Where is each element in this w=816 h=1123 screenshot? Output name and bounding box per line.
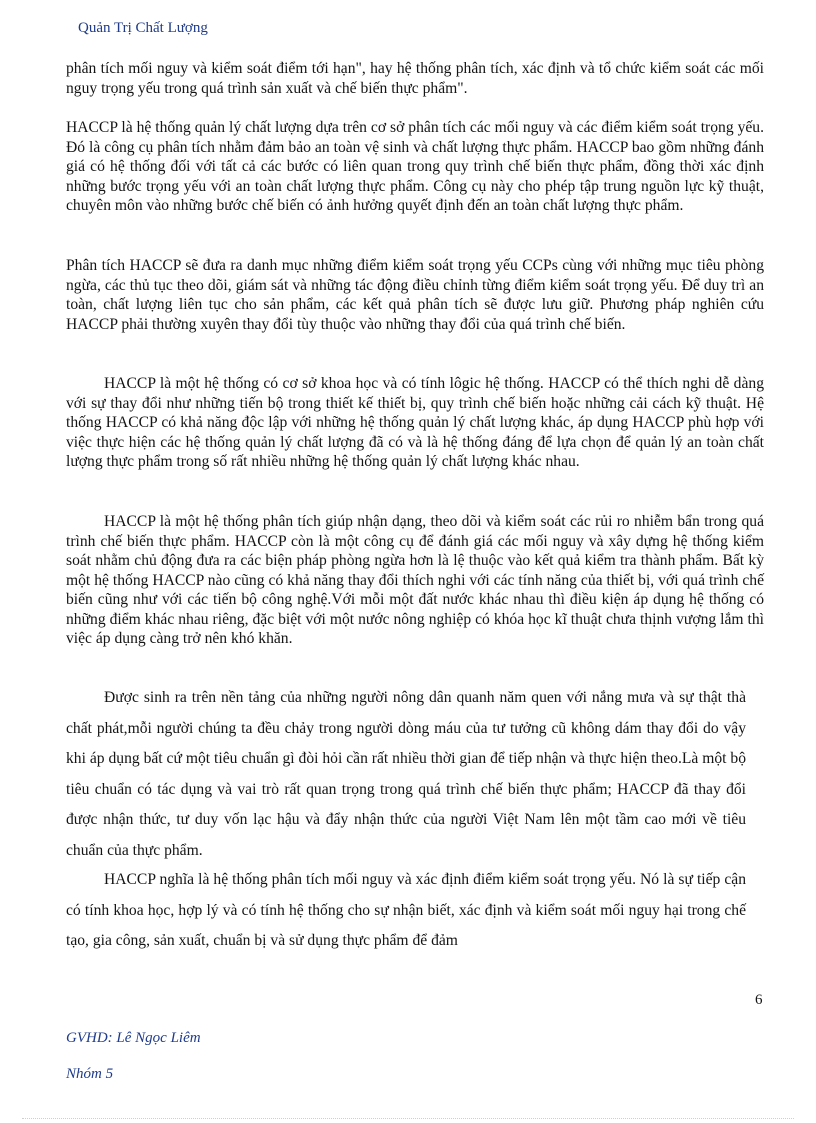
- paragraph-1: phân tích mối nguy và kiểm soát điểm tới hạn", hay hệ thống phân tích, xác định và tổ chức kiểm soát các mối nguy trọng yếu trong quá trình sản xuất và chế biến thực phẩm".: [66, 60, 764, 97]
- footer-group: Nhóm 5: [66, 1066, 114, 1082]
- footer-supervisor: GVHD: Lê Ngọc Liêm: [66, 1030, 201, 1046]
- page-header-title: Quản Trị Chất Lượng: [78, 20, 208, 36]
- page-bottom-divider: [22, 1118, 794, 1119]
- paragraph-5: HACCP là một hệ thống phân tích giúp nhận dạng, theo dõi và kiểm soát các rủi ro nhiễm bẩn trong quá trình chế biến thực phẩm. HACCP còn là một công cụ để đánh giá các mối nguy và xây dựng hệ thống kiểm soát nhằm chủ động đưa ra các biện pháp phòng ngừa hơn là lệ thuộc vào kết quả kiểm tra thành phẩm. Bất kỳ một hệ thống HACCP nào cũng có khả năng thay đổi thích nghi với các tính năng của thiết bị, với quá trình chế biến cũng như với các tiến bộ công nghệ.Với mỗi một đất nước khác nhau thì điều kiện áp dụng hệ thống có những điểm khác nhau riêng, đặc biệt với một nước nông nghiệp có khóa học kĩ thuật chưa thịnh vượng lắm thì việc áp dụng càng trở nên khó khăn.: [66, 513, 764, 647]
- paragraph-3: Phân tích HACCP sẽ đưa ra danh mục những điểm kiểm soát trọng yếu CCPs cùng với những mục tiêu phòng ngừa, các thủ tục theo dõi, giám sát và những tác động điều chỉnh từng điểm kiểm soát trọng yếu. Để duy trì an toàn, chất lượng liên tục cho sản phẩm, các kết quả phân tích sẽ được lưu giữ. Phương pháp nghiên cứu HACCP phải thường xuyên thay đổi tùy thuộc vào những thay đổi của quá trình chế biến.: [66, 257, 764, 333]
- paragraph-7: HACCP nghĩa là hệ thống phân tích mối nguy và xác định điểm kiểm soát trọng yếu. Nó là sự tiếp cận có tính khoa học, hợp lý và có tính hệ thống cho sự nhận biết, xác định và kiểm soát mối nguy hại trong chế tạo, gia công, sản xuất, chuẩn bị và sử dụng thực phẩm để đảm: [66, 871, 746, 949]
- paragraph-4: HACCP là một hệ thống có cơ sở khoa học và có tính lôgic hệ thống. HACCP có thể thích nghi dễ dàng với sự thay đổi như những tiến bộ trong thiết kế thiết bị, quy trình chế biến hoặc những cải cách kỹ thuật. Hệ thống HACCP có khả năng độc lập với những hệ thống quản lý chất lượng khác, áp dụng HACCP phù hợp với việc thực hiện các hệ thống quản lý chất lượng đã có và là hệ thống đáng để lựa chọn để quản lý an toàn chất lượng thực phẩm trong số rất nhiều những hệ thống quản lý chất lượng khác nhau.: [66, 375, 764, 470]
- paragraph-2: HACCP là hệ thống quản lý chất lượng dựa trên cơ sở phân tích các mối nguy và các điểm kiểm soát trọng yếu. Đó là công cụ phân tích nhằm đảm bảo an toàn vệ sinh và chất lượng thực phẩm. HACCP bao gồm những đánh giá có hệ thống đối với tất cả các bước có liên quan trong quy trình chế biến thực phẩm, đồng thời xác định những bước trọng yếu với an toàn chất lượng thực phẩm. Công cụ này cho phép tập trung nguồn lực kỹ thuật, chuyên môn vào những bước chế biến có ảnh hưởng quyết định đến an toàn chất lượng thực phẩm.: [66, 119, 764, 214]
- page-number: 6: [755, 992, 763, 1008]
- paragraph-6: Được sinh ra trên nền tảng của những người nông dân quanh năm quen với nắng mưa và sự thật thà chất phát,mỗi người chúng ta đều chảy trong người dòng máu của tư tưởng cũ không dám thay đổi do vậy khi áp dụng bất cứ một tiêu chuẩn gì đòi hỏi cần rất nhiều thời gian để tiếp nhận và thực hiện theo.Là một bộ tiêu chuẩn có tác dụng và vai trò rất quan trọng trong quá trình chế biến thực phẩm; HACCP đã thay đổi được nhận thức, tư duy vốn lạc hậu và đẩy nhận thức của người Việt Nam lên một tầm cao mới về tiêu chuẩn của thực phẩm.: [66, 689, 746, 859]
